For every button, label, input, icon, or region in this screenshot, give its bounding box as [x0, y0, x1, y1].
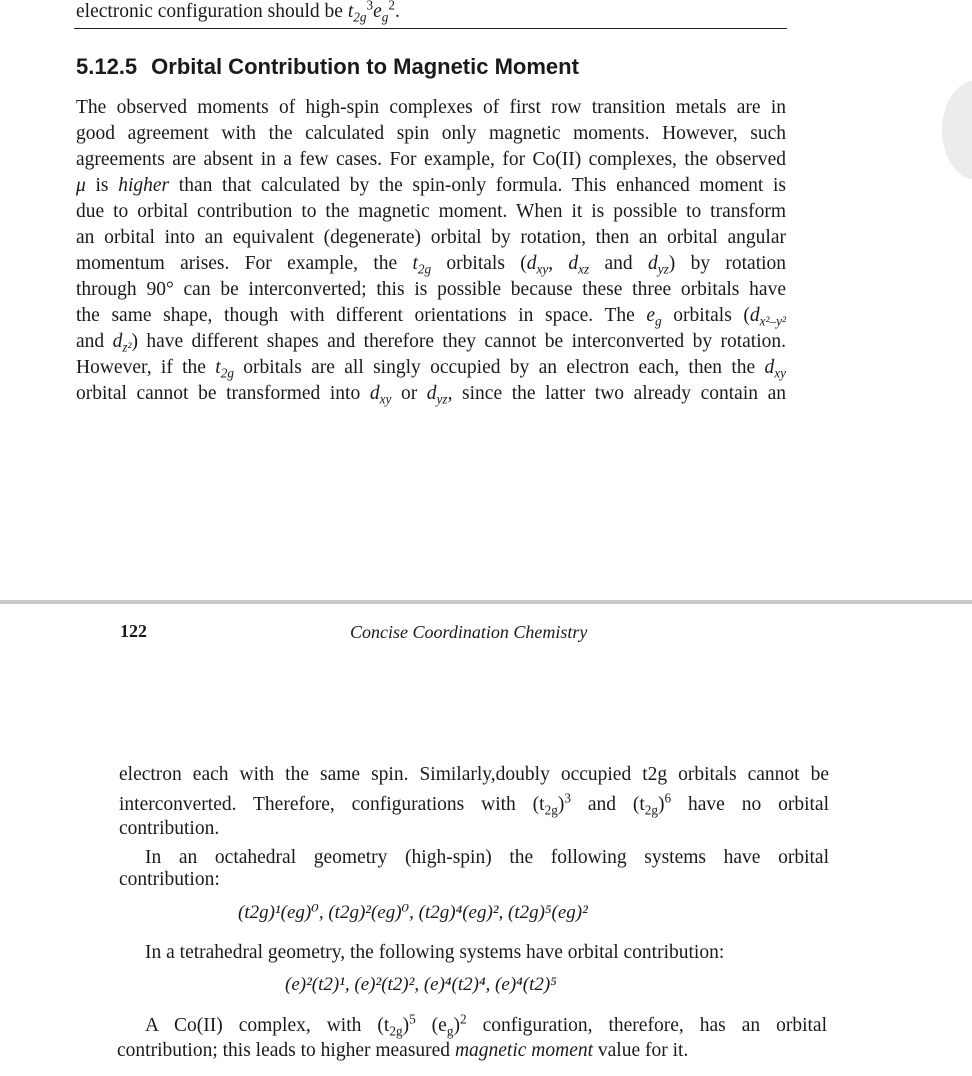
section-heading — [76, 54, 579, 80]
paragraph-line: In an octahedral geometry (high-spin) the following systems have orbital — [145, 847, 829, 868]
edge-shadow — [942, 80, 972, 180]
paragraph-line: A Co(II) complex, with $(t_{2g})^5$ $(e_g)^2$ configuration, therefore, has an orbital — [145, 1011, 827, 1039]
equation-octahedral: (t2g)¹(eg)⁰, (t2g)²(eg)⁰, (t2g)⁴(eg)², (t2g)⁵(eg)² — [238, 902, 588, 923]
paragraph-line: contribution: — [119, 869, 220, 890]
header-rule — [74, 28, 787, 29]
equation-tetrahedral: (e)²(t2)¹, (e)²(t2)², (e)⁴(t2)⁴, (e)⁴(t2)⁵ — [285, 974, 557, 995]
paragraph-line: momentum arises. For example, the $t_{2g}$ orbitals ($d_{xy}$, $d_{xz}$ and $d_{yz}$) by rotation — [76, 253, 787, 277]
paragraph-line: the same shape, though with different orientations in space. The $e_g$ orbitals ($d_{x^2-y^2}$ — [76, 305, 786, 329]
paragraph-line: μ is higher than that calculated by the spin-only formula. This enhanced moment is — [76, 175, 786, 196]
paragraph-line: contribution. — [119, 818, 220, 839]
section-number: 5.12.5 — [76, 54, 138, 79]
paragraph-line: agreements are absent in a few cases. For example, for Co(II) complexes, the observed — [76, 149, 786, 170]
section-title: Orbital Contribution to Magnetic Moment — [151, 54, 579, 79]
paragraph-line: through 90° can be interconverted; this is possible because these three orbitals have — [76, 279, 786, 300]
paragraph-line: In a tetrahedral geometry, the following systems have orbital contribution: — [145, 942, 725, 963]
paragraph-line: interconverted. Therefore, configurations with $(t_{2g})^3$ and $(t_{2g})^6$ have no orbital — [119, 790, 829, 818]
paragraph-line: However, if the $t_{2g}$ orbitals are all singly occupied by an electron each, then the $d_{xy}$ — [76, 357, 786, 381]
carry-over-line: electronic configuration should be $t_{2g}^3e_g^2$. — [76, 0, 400, 25]
paragraph-line: contribution; this leads to higher measured magnetic moment value for it. — [117, 1040, 689, 1061]
paragraph-line: good agreement with the calculated spin only magnetic moments. However, such — [76, 123, 786, 144]
paragraph-line: The observed moments of high-spin complexes of first row transition metals are in — [76, 97, 786, 118]
paragraph-line: an orbital into an equivalent (degenerate) orbital by rotation, then an orbital angular — [76, 227, 786, 248]
page-number: 122 — [120, 621, 147, 641]
bottom-page — [0, 603, 972, 1076]
paragraph-line: and $d_{z^2}$) have different shapes and therefore they cannot be interconverted by rotation. — [76, 331, 786, 355]
paragraph-line: orbital cannot be transformed into $d_{xy}$ or $d_{yz}$, since the latter two already contain an — [76, 383, 786, 407]
paragraph-line: due to orbital contribution to the magnetic moment. When it is possible to transform — [76, 201, 786, 222]
paragraph-line: electron each with the same spin. Similarly,doubly occupied t2g orbitals cannot be — [119, 764, 829, 785]
running-head: Concise Coordination Chemistry — [350, 622, 588, 642]
